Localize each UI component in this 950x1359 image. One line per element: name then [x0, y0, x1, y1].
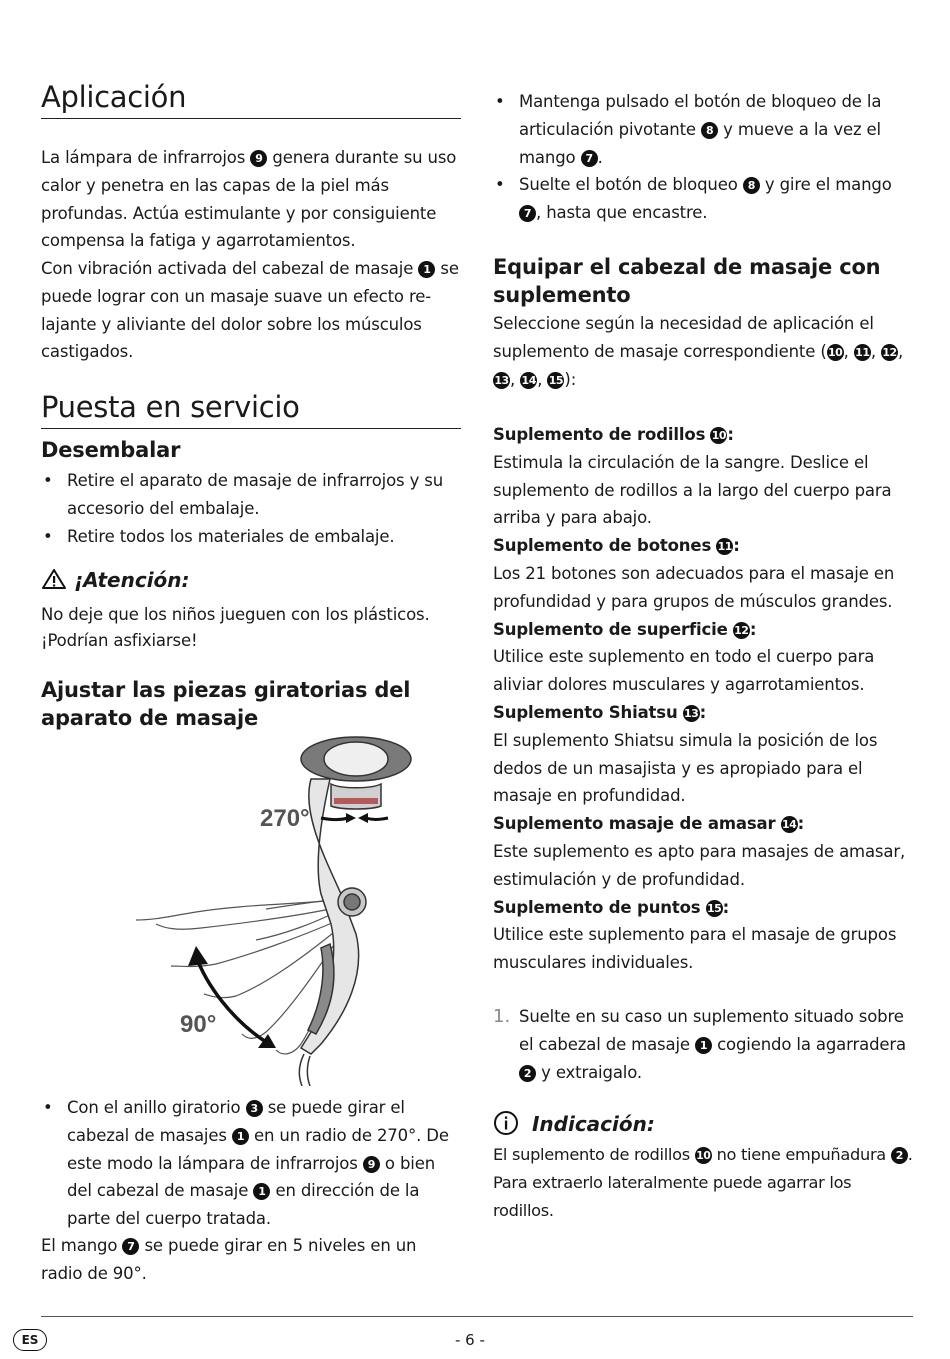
supplement-item: Suplemento de botones 11:: [493, 536, 740, 556]
section-title-aplicacion: Aplicación: [41, 80, 461, 119]
supplement-text: Estimula la circulación de la sangre. Deslice el suplemento de rodillos a la largo del cuerpo para arriba y para abajo.: [493, 452, 892, 528]
note-heading: Indicación:: [493, 1110, 655, 1138]
ref-number: 8: [701, 122, 718, 139]
ref-number: 1: [695, 1037, 712, 1054]
supplement-item: Suplemento de superficie 12:: [493, 619, 757, 639]
ref-number: 11: [717, 540, 732, 554]
supplement-item: Suplemento de puntos 15:: [493, 897, 730, 917]
ref-number: 12: [882, 345, 897, 359]
subheading-ajustar: Ajustar las piezas giratorias del aparato de masaje: [41, 678, 411, 730]
list-item: • Con el anillo giratorio 3 se puede girar el cabezal de masajes 1 en un radio de 270°. De este modo la lámpara de infrarrojos 9 o bien del cabezal de masaje 1 en dirección de la parte del cuerpo tratada.: [43, 1098, 449, 1229]
ref-number: 8: [743, 177, 760, 194]
page-number: - 6 -: [455, 1331, 485, 1349]
supplement-text: Utilice este suplemento para el masaje de grupos musculares individuales.: [493, 925, 897, 973]
ref-number: 2: [891, 1147, 908, 1164]
ajustar-list: [41, 1094, 461, 1233]
subheading-equipar: Equipar el cabezal de masaje con suplemento: [493, 255, 881, 307]
ref-number: 10: [711, 429, 727, 442]
ref-number: 7: [519, 205, 536, 222]
ref-number: 3: [246, 1100, 263, 1117]
ref-number: 7: [581, 150, 598, 167]
list-item: • Suelte el botón de bloqueo 8 y gire el mango 7 , hasta que encastre.: [495, 175, 892, 223]
footer-divider: [41, 1316, 913, 1317]
subheading-desembalar: Desembalar: [41, 438, 181, 462]
ref-number: 9: [363, 1156, 380, 1173]
ref-number: 2: [519, 1065, 536, 1082]
ref-number: 10: [696, 1149, 711, 1162]
rotation-arrows: [188, 813, 388, 1048]
supplement-text: Utilice este suplemento en todo el cuerpo para aliviar dolores musculares y agarrotamientos.: [493, 647, 875, 695]
section-title-puesta: Puesta en servicio: [41, 390, 461, 429]
ref-number: 13: [494, 373, 509, 387]
ref-number: 7: [122, 1238, 139, 1255]
ref-number: 15: [548, 373, 564, 387]
equipar-intro: Seleccione según la necesidad de aplicación el suplemento de masaje correspondiente (10, 11, 12, 13, 14, 15):: [493, 314, 904, 389]
supplement-item: Suplemento masaje de amasar 14:: [493, 814, 805, 834]
ref-number: 13: [684, 706, 699, 720]
mango-paragraph: El mango 7 se puede girar en 5 niveles en un radio de 90°.: [41, 1236, 417, 1283]
figure-label-270: 270°: [260, 805, 310, 832]
ref-number: 10: [827, 345, 843, 359]
list-item: • Retire el aparato de masaje de infrarrojos y su accesorio del embalaje.: [43, 471, 444, 518]
supplement-item: Suplemento Shiatsu 13:: [493, 702, 707, 722]
list-item: • Mantenga pulsado el botón de bloqueo de la articulación pivotante 8 y mueve a la vez el mango 7 .: [495, 92, 882, 167]
list-item: • Retire todos los materiales de embalaje.: [43, 526, 395, 546]
figure-label-90: 90°: [180, 1011, 217, 1038]
warning-triangle-icon: [41, 568, 67, 590]
supplement-item: Suplemento de rodillos 10:: [493, 425, 734, 444]
ref-number: 14: [781, 818, 797, 832]
supplement-text: Los 21 botones son adecuados para el masaje en profundidad y para grupos de músculos grandes.: [493, 563, 895, 611]
warning-text: No deje que los niños jueguen con los plásticos. ¡Podrían asfixiarse!: [41, 605, 430, 650]
aplicacion-paragraph-2: Con vibración activada del cabezal de masaje 1 se puede lograr con un masaje suave un efecto re-lajante y aliviante del dolor sobre los músculos castigados.: [41, 259, 459, 362]
desembalar-list: [41, 467, 461, 550]
ref-number: 14: [521, 373, 536, 387]
ref-number: 15: [706, 901, 722, 915]
language-badge: ES: [13, 1329, 47, 1351]
ref-number: 1: [232, 1128, 249, 1145]
note-text: El suplemento de rodillos 10 no tiene empuñadura 2 . Para extraerlo lateralmente puede agarrar los rodillos.: [493, 1145, 913, 1220]
ref-number: 9: [250, 150, 267, 167]
ref-number: 1: [253, 1183, 270, 1200]
ref-number: 11: [855, 345, 870, 359]
aplicacion-paragraph-1: La lámpara de infrarrojos 9 genera durante su uso calor y penetra en las capas de la piel más profundas. Actúa estimulante y por consiguiente compensa la fatiga y agarrotamientos.: [41, 148, 457, 251]
supplement-text: Este suplemento es apto para masajes de amasar, estimulación y de profundidad.: [493, 841, 906, 889]
info-icon: [493, 1110, 519, 1136]
supplements-list: [493, 421, 913, 977]
warning-heading: ¡Atención:: [41, 566, 190, 594]
ref-number: 12: [734, 623, 749, 637]
supplement-text: El suplemento Shiatsu simula la posición de los dedos de un masajista y es apropiado para el masaje en profundidad.: [493, 730, 878, 806]
step-1: 1. Suelte en su caso un suplemento situado sobre el cabezal de masaje 1 cogiendo la agarradera 2 y extraigalo.: [493, 1006, 907, 1082]
rotation-steps-list: [493, 88, 913, 227]
massager-rotation-figure: [116, 734, 416, 1086]
ref-number: 1: [418, 261, 435, 278]
